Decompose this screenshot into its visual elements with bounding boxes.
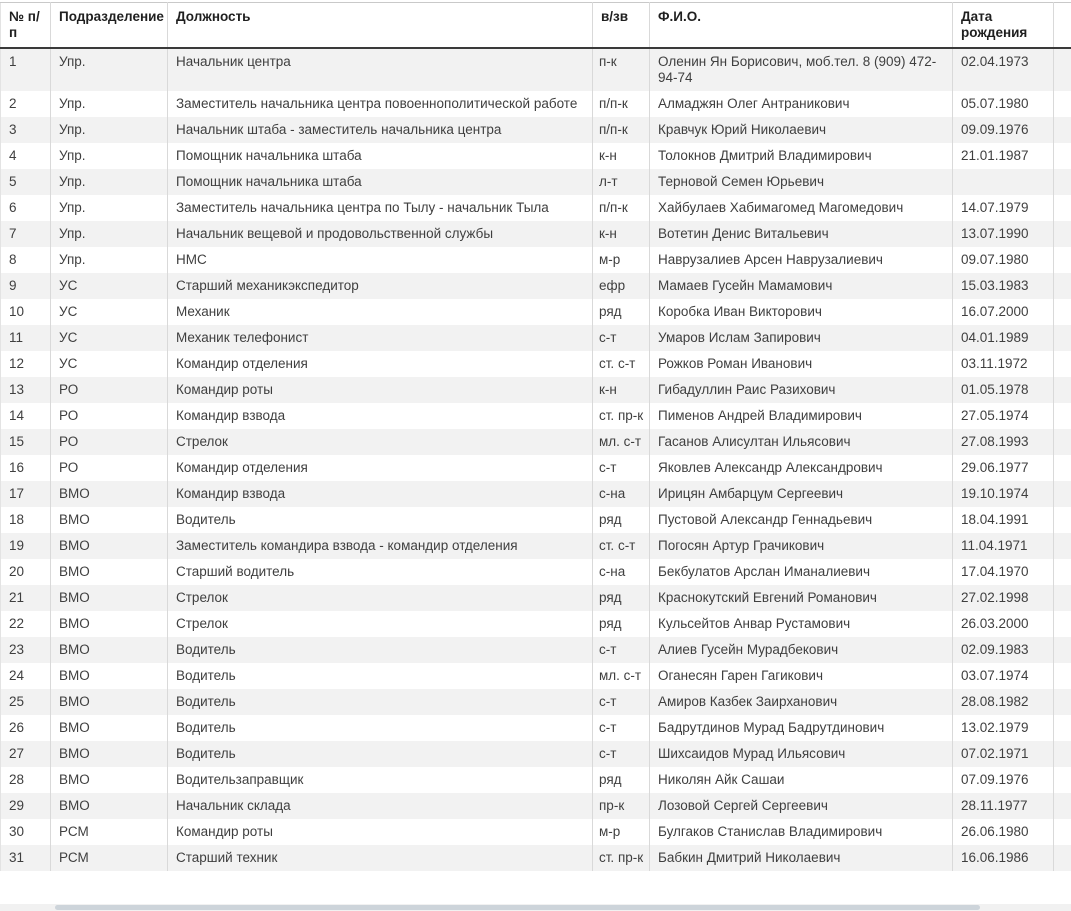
cell-dob: 19.10.1974 [953, 481, 1054, 507]
column-header-rank: в/зв [593, 3, 650, 49]
table-row [1, 351, 1071, 377]
cell-unit: РСМ [51, 819, 168, 845]
cell-unit: ВМО [51, 663, 168, 689]
cell-rank: ст. с-т [593, 533, 650, 559]
cell-rank: с-т [593, 689, 650, 715]
cell-overflow [1054, 585, 1071, 611]
cell-name: Кравчук Юрий Николаевич [650, 117, 953, 143]
cell-unit: Упр. [51, 169, 168, 195]
cell-num: 25 [1, 689, 51, 715]
column-header-position: Должность [168, 3, 593, 49]
cell-position: Водитель [168, 637, 593, 663]
cell-rank: п/п-к [593, 195, 650, 221]
table-row [1, 143, 1071, 169]
column-header-overflow [1054, 3, 1071, 49]
table-row [1, 195, 1071, 221]
cell-name: Николян Айк Сашаи [650, 767, 953, 793]
table-row [1, 767, 1071, 793]
cell-unit: ВМО [51, 741, 168, 767]
cell-rank: с-т [593, 637, 650, 663]
cell-num: 21 [1, 585, 51, 611]
cell-position: Стрелок [168, 429, 593, 455]
cell-name: Погосян Артур Грачикович [650, 533, 953, 559]
cell-rank: ефр [593, 273, 650, 299]
cell-name: Бекбулатов Арслан Иманалиевич [650, 559, 953, 585]
cell-rank: л-т [593, 169, 650, 195]
cell-num: 13 [1, 377, 51, 403]
header-row [1, 3, 1071, 49]
column-header-name: Ф.И.О. [650, 3, 953, 49]
cell-num: 10 [1, 299, 51, 325]
cell-dob: 05.07.1980 [953, 91, 1054, 117]
table-row [1, 221, 1071, 247]
cell-position: Водитель [168, 741, 593, 767]
cell-overflow [1054, 48, 1071, 91]
cell-name: Толокнов Дмитрий Владимирович [650, 143, 953, 169]
cell-num: 14 [1, 403, 51, 429]
cell-num: 16 [1, 455, 51, 481]
cell-num: 8 [1, 247, 51, 273]
table-row [1, 819, 1071, 845]
cell-rank: ряд [593, 299, 650, 325]
cell-unit: РО [51, 377, 168, 403]
cell-overflow [1054, 247, 1071, 273]
cell-name: Яковлев Александр Александрович [650, 455, 953, 481]
table-row [1, 481, 1071, 507]
cell-position: НМС [168, 247, 593, 273]
table-row [1, 117, 1071, 143]
cell-dob: 11.04.1971 [953, 533, 1054, 559]
cell-name: Наврузалиев Арсен Наврузалиевич [650, 247, 953, 273]
cell-unit: Упр. [51, 195, 168, 221]
cell-num: 15 [1, 429, 51, 455]
cell-dob: 07.09.1976 [953, 767, 1054, 793]
cell-name: Амиров Казбек Заирханович [650, 689, 953, 715]
cell-overflow [1054, 117, 1071, 143]
column-header-dob: Дата рождения [953, 3, 1054, 49]
cell-unit: ВМО [51, 793, 168, 819]
cell-position: Стрелок [168, 585, 593, 611]
table-row [1, 611, 1071, 637]
cell-rank: п-к [593, 48, 650, 91]
cell-name: Терновой Семен Юрьевич [650, 169, 953, 195]
table-row [1, 429, 1071, 455]
table-row [1, 845, 1071, 871]
cell-rank: к-н [593, 143, 650, 169]
cell-unit: Упр. [51, 48, 168, 91]
cell-unit: УС [51, 351, 168, 377]
cell-position: Водительзаправщик [168, 767, 593, 793]
table-row [1, 793, 1071, 819]
cell-num: 31 [1, 845, 51, 871]
cell-dob: 02.09.1983 [953, 637, 1054, 663]
cell-overflow [1054, 689, 1071, 715]
cell-dob: 29.06.1977 [953, 455, 1054, 481]
cell-num: 9 [1, 273, 51, 299]
table-row [1, 533, 1071, 559]
cell-overflow [1054, 273, 1071, 299]
cell-rank: с-на [593, 481, 650, 507]
horizontal-scrollbar-thumb[interactable] [55, 905, 980, 910]
cell-position: Командир отделения [168, 351, 593, 377]
table-row [1, 247, 1071, 273]
cell-overflow [1054, 143, 1071, 169]
cell-dob: 27.02.1998 [953, 585, 1054, 611]
cell-position: Старший водитель [168, 559, 593, 585]
cell-num: 2 [1, 91, 51, 117]
cell-rank: с-т [593, 715, 650, 741]
table-row [1, 455, 1071, 481]
cell-dob: 09.07.1980 [953, 247, 1054, 273]
cell-num: 19 [1, 533, 51, 559]
cell-name: Гасанов Алисултан Ильясович [650, 429, 953, 455]
cell-position: Командир взвода [168, 403, 593, 429]
cell-num: 12 [1, 351, 51, 377]
table-row [1, 403, 1071, 429]
cell-rank: п/п-к [593, 117, 650, 143]
cell-num: 3 [1, 117, 51, 143]
cell-overflow [1054, 507, 1071, 533]
cell-overflow [1054, 195, 1071, 221]
cell-rank: ст. с-т [593, 351, 650, 377]
cell-dob: 04.01.1989 [953, 325, 1054, 351]
cell-overflow [1054, 663, 1071, 689]
cell-name: Мамаев Гусейн Мамамович [650, 273, 953, 299]
cell-unit: Упр. [51, 91, 168, 117]
cell-rank: м-р [593, 819, 650, 845]
cell-name: Оганесян Гарен Гагикович [650, 663, 953, 689]
cell-name: Краснокутский Евгений Романович [650, 585, 953, 611]
cell-dob: 03.07.1974 [953, 663, 1054, 689]
cell-dob: 07.02.1971 [953, 741, 1054, 767]
cell-dob: 16.06.1986 [953, 845, 1054, 871]
table-row [1, 637, 1071, 663]
cell-overflow [1054, 377, 1071, 403]
cell-position: Старший техник [168, 845, 593, 871]
cell-unit: ВМО [51, 585, 168, 611]
cell-num: 1 [1, 48, 51, 91]
cell-num: 6 [1, 195, 51, 221]
personnel-table-wrap [0, 2, 1071, 871]
cell-dob: 14.07.1979 [953, 195, 1054, 221]
cell-unit: РСМ [51, 845, 168, 871]
cell-overflow [1054, 325, 1071, 351]
cell-unit: ВМО [51, 533, 168, 559]
cell-rank: ряд [593, 507, 650, 533]
cell-rank: к-н [593, 221, 650, 247]
table-row [1, 273, 1071, 299]
cell-dob: 09.09.1976 [953, 117, 1054, 143]
cell-unit: УС [51, 273, 168, 299]
cell-dob: 02.04.1973 [953, 48, 1054, 91]
table-row [1, 559, 1071, 585]
cell-unit: РО [51, 403, 168, 429]
cell-unit: ВМО [51, 611, 168, 637]
cell-name: Лозовой Сергей Сергеевич [650, 793, 953, 819]
cell-dob: 13.02.1979 [953, 715, 1054, 741]
cell-name: Хайбулаев Хабимагомед Магомедович [650, 195, 953, 221]
cell-overflow [1054, 611, 1071, 637]
cell-unit: Упр. [51, 221, 168, 247]
cell-position: Водитель [168, 507, 593, 533]
cell-name: Алиев Гусейн Мурадбекович [650, 637, 953, 663]
cell-position: Водитель [168, 663, 593, 689]
cell-overflow [1054, 455, 1071, 481]
cell-num: 26 [1, 715, 51, 741]
cell-position: Командир взвода [168, 481, 593, 507]
cell-name: Бабкин Дмитрий Николаевич [650, 845, 953, 871]
cell-position: Старший механикэкспедитор [168, 273, 593, 299]
cell-position: Начальник штаба - заместитель начальника центра [168, 117, 593, 143]
cell-position: Начальник склада [168, 793, 593, 819]
cell-num: 27 [1, 741, 51, 767]
cell-unit: УС [51, 299, 168, 325]
cell-overflow [1054, 559, 1071, 585]
cell-position: Заместитель начальника центра повоеннополитической работе [168, 91, 593, 117]
cell-unit: РО [51, 455, 168, 481]
cell-position: Заместитель начальника центра по Тылу - начальник Тыла [168, 195, 593, 221]
cell-rank: ст. пр-к [593, 845, 650, 871]
cell-unit: ВМО [51, 559, 168, 585]
cell-position: Командир отделения [168, 455, 593, 481]
cell-name: Шихсаидов Мурад Ильясович [650, 741, 953, 767]
cell-position: Начальник центра [168, 48, 593, 91]
cell-overflow [1054, 767, 1071, 793]
cell-dob: 01.05.1978 [953, 377, 1054, 403]
cell-dob: 26.06.1980 [953, 819, 1054, 845]
cell-unit: ВМО [51, 715, 168, 741]
cell-position: Заместитель командира взвода - командир отделения [168, 533, 593, 559]
cell-overflow [1054, 91, 1071, 117]
cell-num: 30 [1, 819, 51, 845]
cell-overflow [1054, 169, 1071, 195]
cell-num: 28 [1, 767, 51, 793]
table-row [1, 585, 1071, 611]
cell-position: Помощник начальника штаба [168, 169, 593, 195]
cell-overflow [1054, 715, 1071, 741]
cell-unit: ВМО [51, 481, 168, 507]
cell-name: Рожков Роман Иванович [650, 351, 953, 377]
cell-overflow [1054, 637, 1071, 663]
cell-rank: ст. пр-к [593, 403, 650, 429]
cell-num: 22 [1, 611, 51, 637]
cell-dob: 13.07.1990 [953, 221, 1054, 247]
table-row [1, 663, 1071, 689]
cell-num: 11 [1, 325, 51, 351]
cell-num: 23 [1, 637, 51, 663]
cell-overflow [1054, 351, 1071, 377]
cell-num: 4 [1, 143, 51, 169]
cell-overflow [1054, 221, 1071, 247]
personnel-table [0, 2, 1071, 871]
cell-rank: к-н [593, 377, 650, 403]
cell-overflow [1054, 403, 1071, 429]
cell-dob: 27.05.1974 [953, 403, 1054, 429]
cell-unit: Упр. [51, 117, 168, 143]
cell-overflow [1054, 299, 1071, 325]
table-row [1, 507, 1071, 533]
cell-num: 7 [1, 221, 51, 247]
cell-name: Бадрутдинов Мурад Бадрутдинович [650, 715, 953, 741]
cell-dob: 28.08.1982 [953, 689, 1054, 715]
cell-dob: 17.04.1970 [953, 559, 1054, 585]
cell-name: Ирицян Амбарцум Сергеевич [650, 481, 953, 507]
cell-rank: м-р [593, 247, 650, 273]
cell-rank: пр-к [593, 793, 650, 819]
cell-unit: ВМО [51, 689, 168, 715]
cell-position: Стрелок [168, 611, 593, 637]
cell-overflow [1054, 819, 1071, 845]
cell-dob: 27.08.1993 [953, 429, 1054, 455]
cell-num: 5 [1, 169, 51, 195]
table-row [1, 741, 1071, 767]
table-row [1, 169, 1071, 195]
table-row [1, 689, 1071, 715]
cell-rank: с-на [593, 559, 650, 585]
table-row [1, 377, 1071, 403]
cell-name: Коробка Иван Викторович [650, 299, 953, 325]
cell-name: Пустовой Александр Геннадьевич [650, 507, 953, 533]
cell-position: Механик телефонист [168, 325, 593, 351]
table-row [1, 91, 1071, 117]
cell-num: 17 [1, 481, 51, 507]
cell-position: Механик [168, 299, 593, 325]
cell-overflow [1054, 793, 1071, 819]
cell-name: Оленин Ян Борисович, моб.тел. 8 (909) 472-94-74 [650, 48, 953, 91]
cell-num: 20 [1, 559, 51, 585]
cell-unit: ВМО [51, 767, 168, 793]
cell-name: Булгаков Станислав Владимирович [650, 819, 953, 845]
cell-overflow [1054, 481, 1071, 507]
cell-unit: УС [51, 325, 168, 351]
table-body [1, 48, 1071, 871]
table-row [1, 325, 1071, 351]
cell-name: Вотетин Денис Витальевич [650, 221, 953, 247]
cell-name: Пименов Андрей Владимирович [650, 403, 953, 429]
cell-dob: 03.11.1972 [953, 351, 1054, 377]
cell-unit: ВМО [51, 637, 168, 663]
table-row [1, 299, 1071, 325]
cell-name: Алмаджян Олег Антраникович [650, 91, 953, 117]
cell-rank: п/п-к [593, 91, 650, 117]
cell-overflow [1054, 429, 1071, 455]
cell-dob: 16.07.2000 [953, 299, 1054, 325]
cell-rank: ряд [593, 585, 650, 611]
cell-unit: ВМО [51, 507, 168, 533]
column-header-unit: Подразделение [51, 3, 168, 49]
cell-overflow [1054, 845, 1071, 871]
cell-position: Водитель [168, 689, 593, 715]
cell-dob: 21.01.1987 [953, 143, 1054, 169]
cell-dob: 18.04.1991 [953, 507, 1054, 533]
cell-rank: мл. с-т [593, 429, 650, 455]
cell-position: Командир роты [168, 377, 593, 403]
cell-unit: Упр. [51, 247, 168, 273]
cell-dob: 15.03.1983 [953, 273, 1054, 299]
cell-position: Начальник вещевой и продовольственной службы [168, 221, 593, 247]
cell-overflow [1054, 741, 1071, 767]
cell-unit: РО [51, 429, 168, 455]
cell-num: 24 [1, 663, 51, 689]
cell-dob: 26.03.2000 [953, 611, 1054, 637]
cell-name: Умаров Ислам Запирович [650, 325, 953, 351]
cell-rank: с-т [593, 325, 650, 351]
horizontal-scrollbar[interactable] [0, 904, 1071, 911]
cell-position: Командир роты [168, 819, 593, 845]
cell-unit: Упр. [51, 143, 168, 169]
cell-rank: с-т [593, 741, 650, 767]
table-row [1, 48, 1071, 91]
cell-dob [953, 169, 1054, 195]
cell-overflow [1054, 533, 1071, 559]
cell-rank: ряд [593, 611, 650, 637]
cell-dob: 28.11.1977 [953, 793, 1054, 819]
cell-position: Помощник начальника штаба [168, 143, 593, 169]
cell-num: 18 [1, 507, 51, 533]
cell-rank: с-т [593, 455, 650, 481]
cell-num: 29 [1, 793, 51, 819]
table-row [1, 715, 1071, 741]
column-header-num: № п/п [1, 3, 51, 49]
cell-rank: ряд [593, 767, 650, 793]
cell-name: Гибадуллин Раис Разихович [650, 377, 953, 403]
cell-position: Водитель [168, 715, 593, 741]
cell-rank: мл. с-т [593, 663, 650, 689]
cell-name: Кульсейтов Анвар Рустамович [650, 611, 953, 637]
